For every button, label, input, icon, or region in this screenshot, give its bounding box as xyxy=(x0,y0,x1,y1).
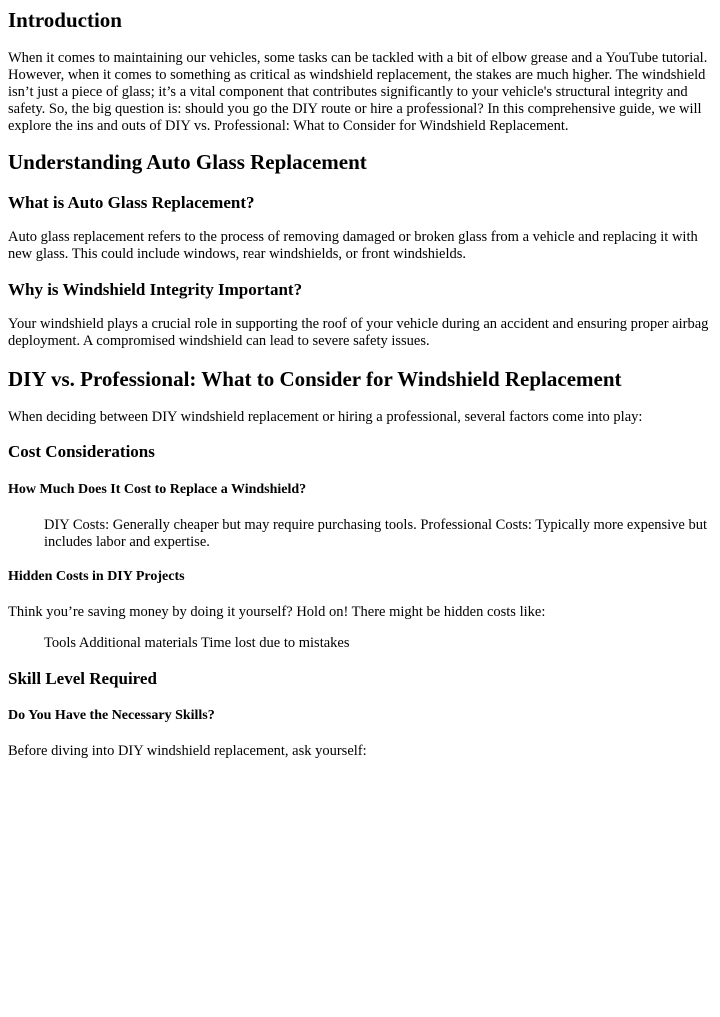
before-paragraph: Before diving into DIY windshield replacement, ask yourself: xyxy=(8,743,367,759)
what-is-paragraph: Auto glass replacement refers to the process of removing damaged or broken glass from a vehicle and replacing it with new glass. This could include windows, rear windshields, or front windshields. xyxy=(8,229,698,262)
what-is-heading: What is Auto Glass Replacement? xyxy=(8,193,255,212)
costs-list: DIY Costs: Generally cheaper but may require purchasing tools. Professional Costs: Typically more expensive but includes labor and expertise. xyxy=(44,517,708,550)
diy-paragraph: When deciding between DIY windshield replacement or hiring a professional, several factors come into play: xyxy=(8,409,643,425)
introduction-heading: Introduction xyxy=(8,8,122,32)
cost-heading: Cost Considerations xyxy=(8,442,155,461)
diy-heading: DIY vs. Professional: What to Consider for Windshield Replacement xyxy=(8,367,622,391)
necessary-skills-heading: Do You Have the Necessary Skills? xyxy=(8,708,215,723)
hidden-costs-heading: Hidden Costs in DIY Projects xyxy=(8,569,185,584)
skill-heading: Skill Level Required xyxy=(8,669,157,688)
why-heading: Why is Windshield Integrity Important? xyxy=(8,280,303,299)
how-much-heading: How Much Does It Cost to Replace a Windshield? xyxy=(8,482,307,497)
introduction-paragraph: When it comes to maintaining our vehicles, some tasks can be tackled with a bit of elbow grease and a YouTube tutorial. However, when it comes to something as critical as windshield replacement, the stakes are much higher. The windshield isn’t just a piece of glass; it’s a vital component that contributes significantly to your vehicle's structural integrity and safety. So, the big question is: should you go the DIY route or hire a professional? In this comprehensive guide, we will explore the ins and outs of DIY vs. Professional: What to Consider for Windshield Replacement. xyxy=(8,50,708,134)
hidden-costs-list: Tools Additional materials Time lost due to mistakes xyxy=(44,635,350,651)
understanding-heading: Understanding Auto Glass Replacement xyxy=(8,150,367,174)
hidden-costs-paragraph: Think you’re saving money by doing it yourself? Hold on! There might be hidden costs like: xyxy=(8,604,546,620)
why-paragraph: Your windshield plays a crucial role in supporting the roof of your vehicle during an accident and ensuring proper airbag deployment. A compromised windshield can lead to severe safety issues. xyxy=(8,316,709,349)
